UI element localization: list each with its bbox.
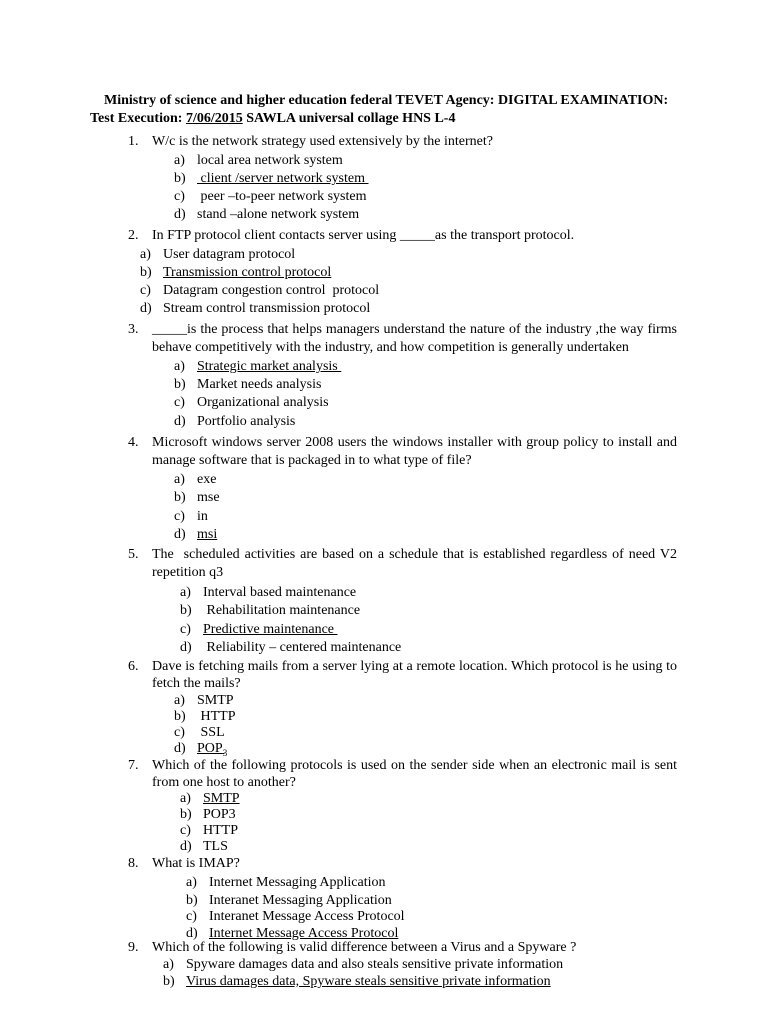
question-1 (128, 133, 677, 151)
option-letter: d) (180, 640, 192, 655)
option-text: HTTP (203, 823, 238, 838)
option-letter: d) (180, 839, 192, 854)
option-letter: d) (174, 741, 186, 756)
header-test-prefix: Test Execution: (90, 111, 186, 126)
question-text: What is IMAP? (152, 856, 240, 871)
question-7 (128, 757, 677, 791)
option-letter: b) (180, 807, 192, 822)
option-letter: b) (140, 265, 152, 280)
option-letter: a) (174, 359, 185, 374)
option-text: mse (197, 490, 220, 505)
option-letter: c) (180, 622, 191, 637)
question-text: In FTP protocol client contacts server using _____as the transport protocol. (152, 228, 575, 243)
question-text: Microsoft windows server 2008 users the windows installer with group policy to install and manage software that is packaged in to what type of file? (152, 435, 677, 468)
option-text-answer: Internet Message Access Protocol (209, 926, 399, 941)
option-letter: b) (174, 377, 186, 392)
option-letter: a) (140, 247, 151, 262)
option-text: Stream control transmission protocol (163, 301, 371, 316)
question-number: 3. (128, 322, 139, 337)
question-number: 2. (128, 228, 139, 243)
option-text: Rehabilitation maintenance (203, 603, 361, 618)
option-text: Interval based maintenance (203, 585, 357, 600)
pop-subscript: 3 (222, 747, 228, 758)
option-letter: d) (174, 527, 186, 542)
question-text: Dave is fetching mails from a server lying at a remote location. Which protocol is he using to fetch the mails? (152, 659, 677, 691)
question-number: 6. (128, 659, 139, 674)
option-letter: a) (174, 472, 185, 487)
option-text: Organizational analysis (197, 395, 329, 410)
question-number: 4. (128, 435, 139, 450)
option-text: Market needs analysis (197, 377, 322, 392)
option-text-answer: client /server network system (197, 171, 369, 186)
option-letter: c) (174, 395, 185, 410)
option-text: SMTP (197, 693, 234, 708)
option-text: exe (197, 472, 217, 487)
option-letter: b) (186, 893, 198, 908)
question-text: Which of the following is valid difference between a Virus and a Spyware ? (152, 940, 577, 955)
option-text: peer –to-peer network system (197, 189, 367, 204)
question-text: Which of the following protocols is used on the sender side when an electronic mail is sent from one host to another? (152, 758, 677, 790)
header-ministry-line: Ministry of science and higher education federal TEVET Agency: DIGITAL EXAMINATION: (104, 93, 669, 108)
option-letter: d) (186, 926, 198, 941)
option-text: User datagram protocol (163, 247, 296, 262)
question-8 (128, 855, 677, 873)
option-text: Reliability – centered maintenance (203, 640, 402, 655)
option-text-answer (197, 740, 227, 758)
option-text-answer: Transmission control protocol (163, 265, 332, 280)
option-letter: c) (180, 823, 191, 838)
option-text: in (197, 509, 208, 524)
option-text-answer: msi (197, 527, 218, 542)
option-letter: b) (174, 490, 186, 505)
option-letter: d) (174, 207, 186, 222)
option-letter: b) (174, 171, 186, 186)
question-number: 7. (128, 758, 139, 773)
pop-label: POP (197, 741, 223, 756)
question-6 (128, 658, 677, 692)
option-letter: a) (186, 875, 197, 890)
option-letter: a) (174, 693, 185, 708)
question-5 (128, 546, 681, 582)
question-number: 8. (128, 856, 139, 871)
question-text: W/c is the network strategy used extensively by the internet? (152, 134, 493, 149)
exam-header (90, 92, 680, 128)
question-9 (128, 939, 677, 957)
option-letter: c) (174, 189, 185, 204)
option-text-answer: Predictive maintenance (203, 622, 338, 637)
option-letter: a) (180, 791, 191, 806)
option-text: local area network system (197, 153, 343, 168)
question-number: 1. (128, 134, 139, 149)
question-text: The scheduled activities are based on a schedule that is established regardless of need V2 repetition q3 (152, 547, 681, 580)
option-text: TLS (203, 839, 228, 854)
option-text: Datagram congestion control protocol (163, 283, 380, 298)
option-letter: d) (174, 414, 186, 429)
option-text: SSL (197, 725, 225, 740)
option-letter: b) (180, 603, 192, 618)
question-4 (128, 434, 677, 470)
question-3 (128, 321, 677, 357)
option-text-answer: Virus damages data, Spyware steals sensitive private information (186, 974, 551, 989)
option-letter: c) (174, 509, 185, 524)
option-text: POP3 (203, 807, 236, 822)
option-letter: a) (163, 957, 174, 972)
option-letter: b) (163, 974, 175, 989)
option-text: Internet Messaging Application (209, 875, 386, 890)
option-letter: c) (140, 283, 151, 298)
option-text: Interanet Messaging Application (209, 893, 392, 908)
option-text: Spyware damages data and also steals sensitive private information (186, 957, 564, 972)
header-test-suffix: SAWLA universal collage HNS L-4 (242, 111, 456, 126)
option-letter: b) (174, 709, 186, 724)
option-letter: c) (174, 725, 185, 740)
option-text: Interanet Message Access Protocol (209, 909, 405, 924)
option-text-answer: SMTP (203, 791, 240, 806)
question-number: 5. (128, 547, 139, 562)
question-number: 9. (128, 940, 139, 955)
question-text: _____is the process that helps managers understand the nature of the industry ,the way firms behave competitively with the industry, and how competition is generally undertaken (152, 322, 677, 355)
option-letter: a) (174, 153, 185, 168)
option-letter: d) (140, 301, 152, 316)
option-text: Portfolio analysis (197, 414, 296, 429)
option-letter: a) (180, 585, 191, 600)
header-test-line (90, 110, 680, 128)
header-test-date: 7/06/2015 (185, 111, 243, 126)
option-text-answer: Strategic market analysis (197, 359, 342, 374)
option-text: stand –alone network system (197, 207, 360, 222)
option-text: HTTP (197, 709, 236, 724)
question-2 (128, 227, 677, 245)
option-letter: c) (186, 909, 197, 924)
